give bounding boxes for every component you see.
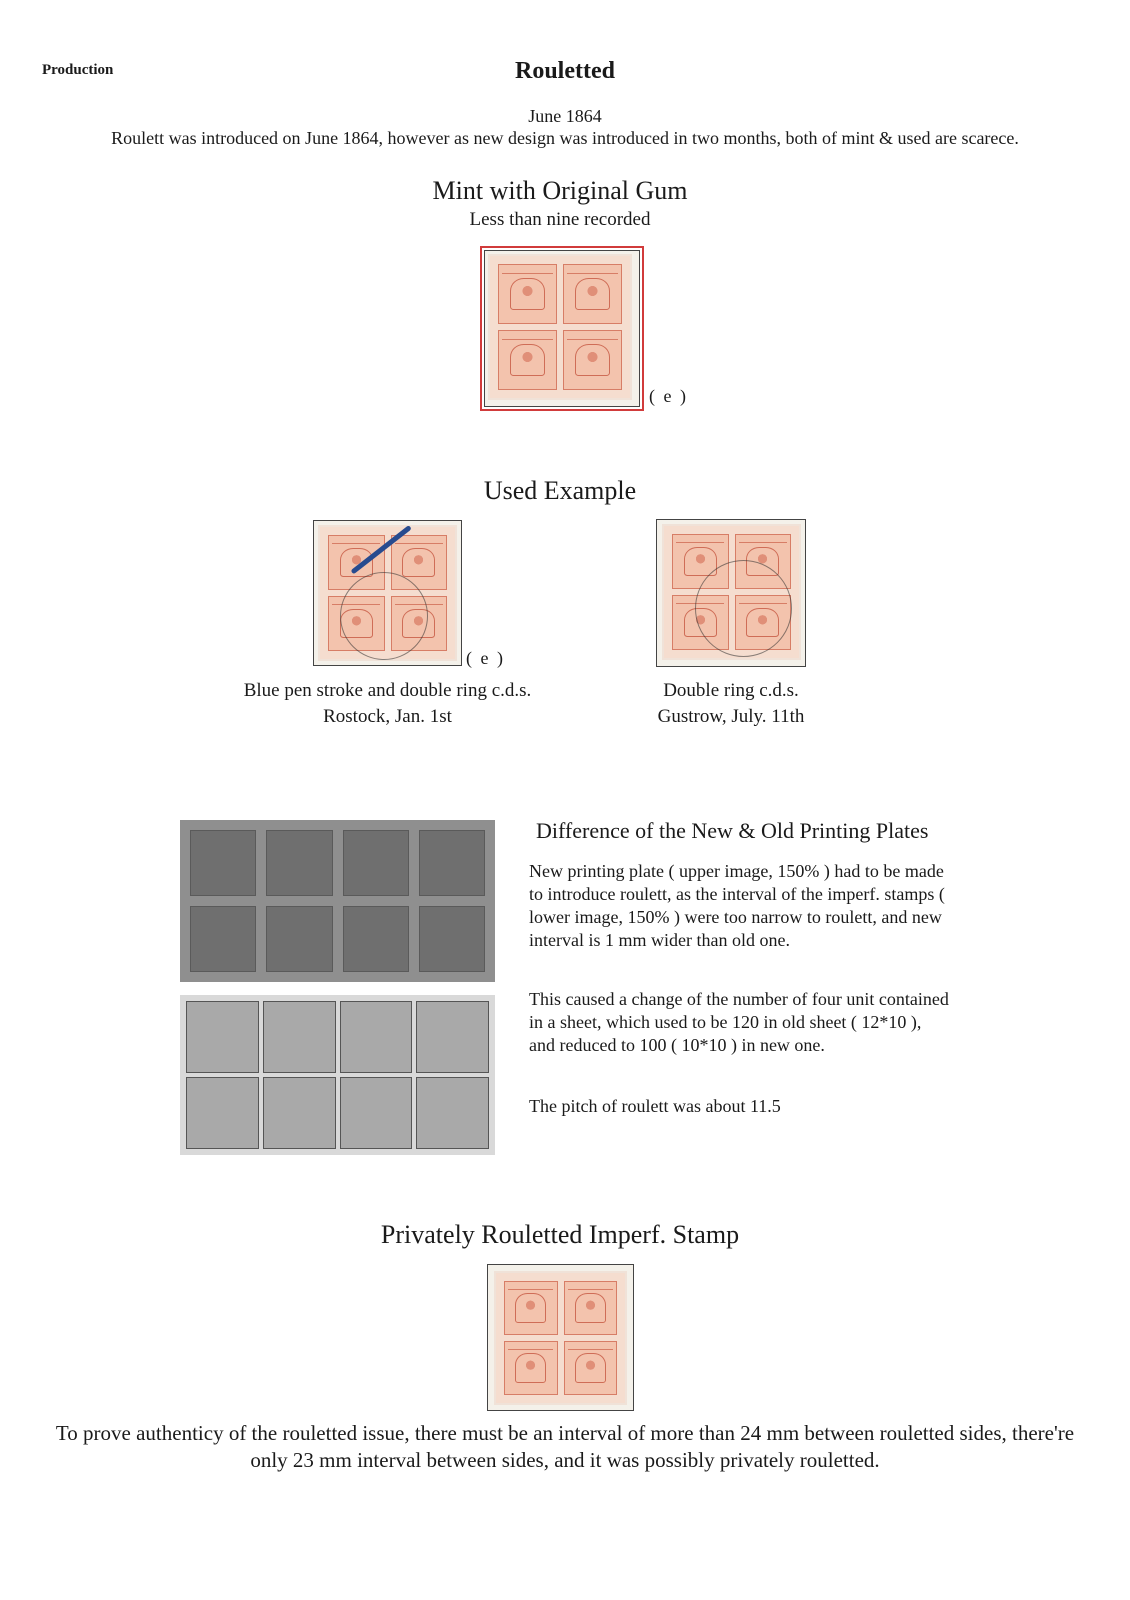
stamp	[498, 264, 557, 324]
mint-title: Mint with Original Gum	[432, 176, 688, 205]
stamp	[504, 1341, 558, 1395]
private-stamp-block	[496, 1273, 625, 1403]
stamp	[340, 1001, 413, 1073]
stamp	[343, 906, 409, 972]
stamp	[186, 1077, 259, 1149]
used-left-caption-2: Rostock, Jan. 1st	[323, 706, 452, 727]
mint-subtitle: Less than nine recorded	[469, 209, 651, 230]
stamp	[416, 1077, 489, 1149]
used-left-expertise-mark: ( e )	[466, 648, 505, 668]
plates-title: Difference of the New & Old Printing Plates	[536, 818, 929, 843]
stamp	[504, 1281, 558, 1335]
used-title: Used Example	[483, 476, 637, 505]
stamp	[340, 1077, 413, 1149]
authenticity-note: To prove authenticy of the rouletted issue, there must be an interval of more than 24 mm between rouletted sides, there're only 23 mm interval between sides, and it was possibly privately rouletted.	[55, 1421, 1075, 1472]
stamp	[564, 1281, 618, 1335]
plates-paragraph-2: This caused a change of the number of four unit contained in a sheet, which used to be 120 in old sheet ( 12*10 ), and reduced to 100 ( 10*10 ) in new one.	[529, 989, 949, 1055]
private-title: Privately Rouletted Imperf. Stamp	[380, 1220, 740, 1249]
cancel-ring	[695, 560, 792, 657]
stamp	[563, 264, 622, 324]
old-plate-image	[180, 995, 495, 1155]
stamp	[263, 1077, 336, 1149]
used-left-caption-1: Blue pen stroke and double ring c.d.s.	[243, 680, 532, 701]
mint-stamp-block	[490, 256, 630, 398]
stamp	[419, 906, 485, 972]
issue-date: June 1864	[528, 106, 602, 126]
used-right-caption-2: Gustrow, July. 11th	[657, 706, 805, 727]
stamp	[564, 1341, 618, 1395]
stamp	[263, 1001, 336, 1073]
stamp	[343, 830, 409, 896]
stamp	[416, 1001, 489, 1073]
stamp	[186, 1001, 259, 1073]
stamp	[266, 830, 332, 896]
used-right-caption-1: Double ring c.d.s.	[663, 680, 799, 701]
cancel-ring	[340, 572, 428, 660]
plates-paragraph-3: The pitch of roulett was about 11.5	[529, 1096, 781, 1116]
plates-paragraph-1: New printing plate ( upper image, 150% ) had to be made to introduce roulett, as the interval of the imperf. stamps ( lower image, 150% ) were too narrow to roulett, and new interval is 1 mm wider than old one.	[529, 861, 945, 950]
mint-expertise-mark: ( e )	[649, 386, 688, 406]
stamp	[419, 830, 485, 896]
page-title: Rouletted	[515, 58, 615, 84]
stamp	[190, 830, 256, 896]
stamp	[190, 906, 256, 972]
stamp	[563, 330, 622, 390]
stamp	[498, 330, 557, 390]
section-label: Production	[42, 62, 114, 78]
stamp	[266, 906, 332, 972]
intro-text: Roulett was introduced on June 1864, however as new design was introduced in two months, both of mint & used are scarece.	[111, 128, 1019, 148]
new-plate-image	[180, 820, 495, 982]
